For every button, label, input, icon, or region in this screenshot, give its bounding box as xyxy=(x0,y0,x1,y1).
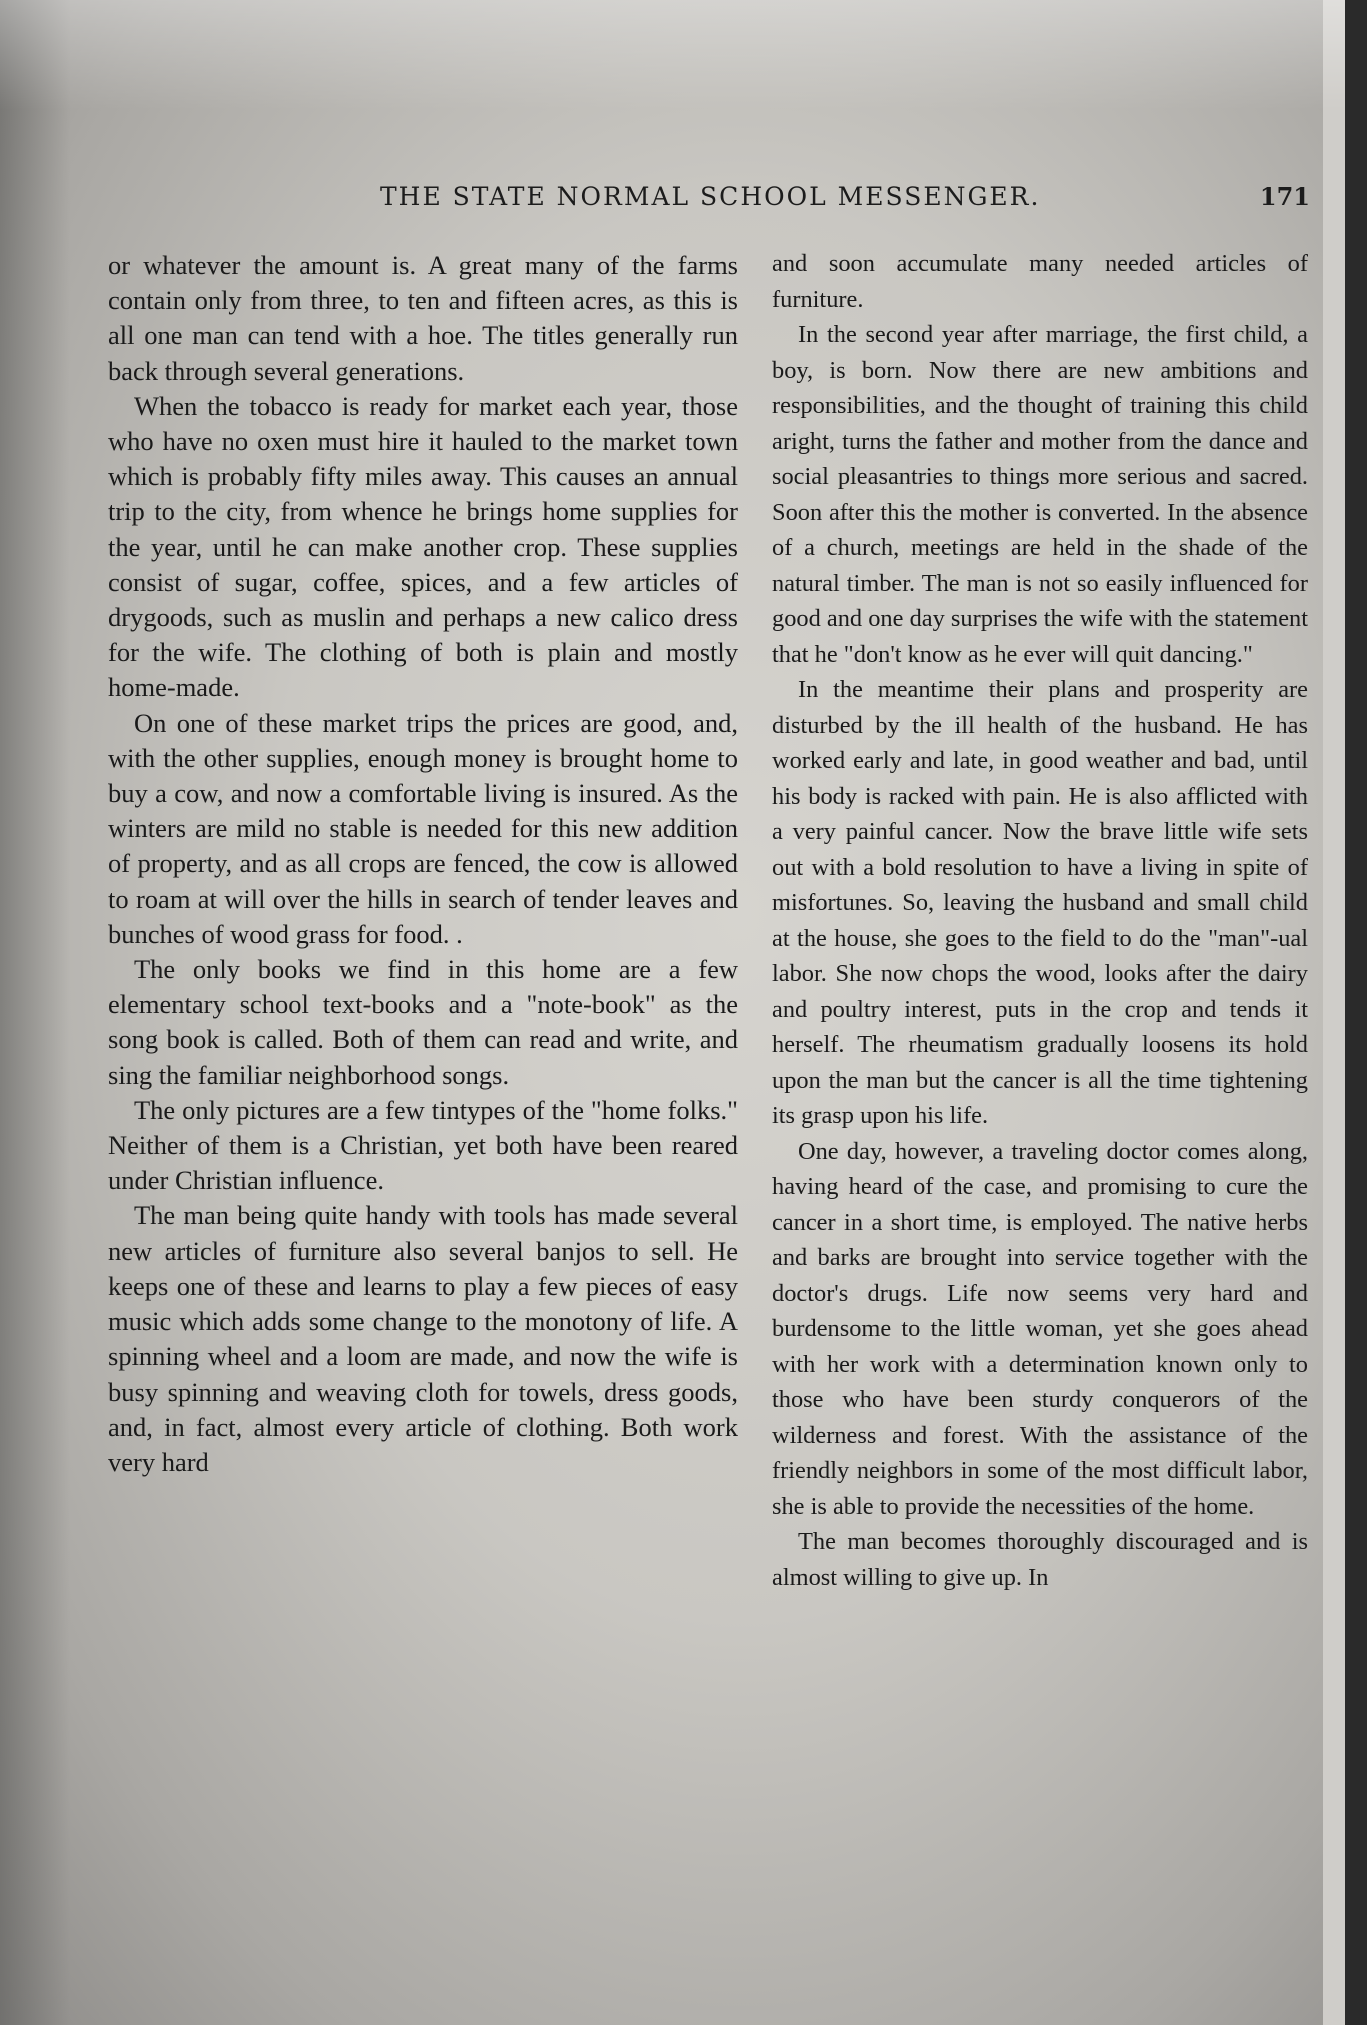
page-edge xyxy=(1323,0,1345,2025)
paragraph: and soon accumulate many needed articles of furniture. xyxy=(772,250,1308,313)
journal-title: THE STATE NORMAL SCHOOL MESSENGER. xyxy=(380,182,1041,211)
paragraph: In the second year after marriage, the first child, a boy, is born. Now there are new ambitions and responsibilities, and the thought of training this child aright, turns the father and mother from the dance and social pleasantries to things more serious and sacred. Soon after this the mother is converted. In the absence of a church, meetings are held in the shade of the natural timber. The man is not so easily influenced for good and one day surprises the wife with the statement that he "don't know as he ever will quit dancing." xyxy=(772,321,1308,668)
running-header xyxy=(380,182,1310,222)
right-column xyxy=(772,246,1308,1595)
paragraph: On one of these market trips the prices are good, and, with the other supplies, enough money is brought home to buy a cow, and now a comfortable living is insured. As the winters are mild no stable is needed for this new addition of property, and as all crops are fenced, the cow is allowed to roam at will over the hills in search of tender leaves and bunches of wood grass for food. . xyxy=(108,707,738,949)
paragraph: When the tobacco is ready for market each year, those who have no oxen must hire it hauled to the market town which is probably fifty miles away. This causes an annual trip to the city, from whence he brings home supplies for the year, until he can make another crop. These supplies consist of sugar, coffee, spices, and a few articles of drygoods, such as muslin and perhaps a new calico dress for the wife. The clothing of both is plain and mostly home-made. xyxy=(108,390,738,703)
paragraph: One day, however, a traveling doctor comes along, having heard of the case, and promising to cure the cancer in a short time, is employed. The native herbs and barks are brought into service together with the doctor's drugs. Life now seems very hard and burdensome to the little woman, yet she goes ahead with her work with a determination known only to those who have been sturdy conquerors of the wilderness and forest. With the assistance of the friendly neighbors in some of the most difficult labor, she is able to provide the necessities of the home. xyxy=(772,1137,1308,1520)
paragraph: or whatever the amount is. A great many of the farms contain only from three, to ten and fifteen acres, as this is all one man can tend with a hoe. The titles generally run back through several generations. xyxy=(108,250,738,386)
paragraph: The man becomes thoroughly discouraged and is almost willing to give up. In xyxy=(772,1528,1308,1591)
paragraph: The only pictures are a few tintypes of the "home folks." Neither of them is a Christian, yet both have been reared under Christian influence. xyxy=(108,1094,738,1196)
left-column xyxy=(108,248,738,1480)
paragraph: In the meantime their plans and prosperity are disturbed by the ill health of the husband. He has worked early and late, in good weather and bad, until his body is racked with pain. He is also afflicted with a very painful cancer. Now the brave little wife sets out with a bold resolution to have a living in spite of misfortunes. So, leaving the husband and small child at the house, she goes to the field to do the "man"-ual labor. She now chops the wood, looks after the dairy and poultry interest, puts in the crop and tends it herself. The rheumatism gradually loosens its hold upon the man but the cancer is all the time tightening its grasp upon his life. xyxy=(772,676,1308,1129)
paragraph: The only books we find in this home are a few elementary school text-books and a "note-book" as the song book is called. Both of them can read and write, and sing the familiar neighborhood songs. xyxy=(108,954,738,1090)
paragraph: The man being quite handy with tools has made several new articles of furniture also several banjos to sell. He keeps one of these and learns to play a few pieces of easy music which adds some change to the monotony of life. A spinning wheel and a loom are made, and now the wife is busy spinning and weaving cloth for towels, dress goods, and, in fact, almost every article of clothing. Both work very hard xyxy=(108,1200,738,1477)
page-number: 171 xyxy=(1259,182,1310,211)
